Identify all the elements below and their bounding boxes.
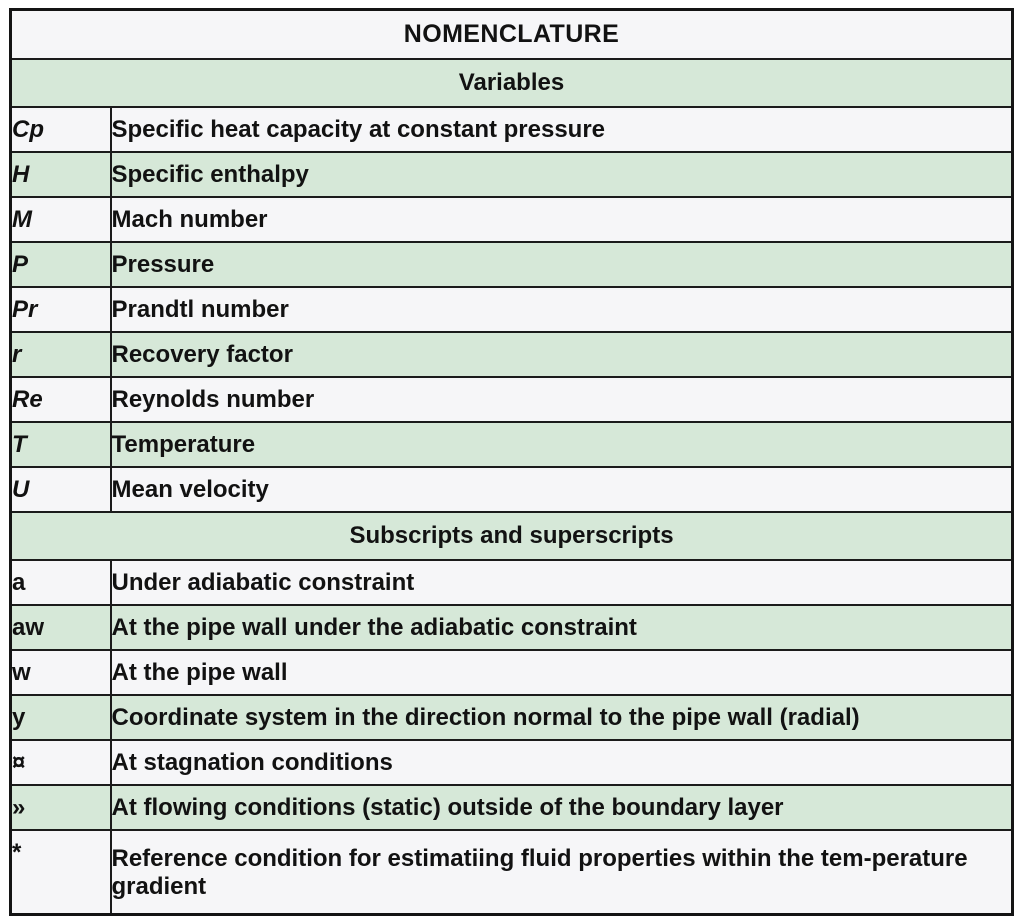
symbol-cell: T: [11, 422, 111, 467]
symbol-cell: P: [11, 242, 111, 287]
table-row: [11, 650, 1013, 695]
symbol-cell: Cp: [11, 107, 111, 152]
table-row: [11, 830, 1013, 915]
section-header-row: [11, 512, 1013, 560]
symbol-cell: *: [11, 830, 111, 915]
definition-cell: Prandtl number: [111, 287, 1013, 332]
symbol-cell: r: [11, 332, 111, 377]
definition-cell: Temperature: [111, 422, 1013, 467]
table-row: [11, 107, 1013, 152]
definition-cell: Mean velocity: [111, 467, 1013, 512]
definition-cell: Specific heat capacity at constant pressure: [111, 107, 1013, 152]
symbol-cell: Pr: [11, 287, 111, 332]
section-header-row: [11, 59, 1013, 107]
table-row: [11, 605, 1013, 650]
table-row: [11, 242, 1013, 287]
definition-cell: Reference condition for estimatiing fluid properties within the tem-perature gradient: [111, 830, 1013, 915]
definition-cell: At flowing conditions (static) outside of the boundary layer: [111, 785, 1013, 830]
symbol-cell: a: [11, 560, 111, 605]
symbol-cell: aw: [11, 605, 111, 650]
table-row: [11, 785, 1013, 830]
table-row: [11, 152, 1013, 197]
table-row: [11, 377, 1013, 422]
table-row: [11, 740, 1013, 785]
symbol-cell: w: [11, 650, 111, 695]
table-row: [11, 197, 1013, 242]
nomenclature-table: [9, 8, 1014, 916]
definition-cell: Mach number: [111, 197, 1013, 242]
table-row: [11, 560, 1013, 605]
definition-cell: At the pipe wall under the adiabatic constraint: [111, 605, 1013, 650]
table-row: [11, 467, 1013, 512]
definition-cell: At stagnation conditions: [111, 740, 1013, 785]
page-title: NOMENCLATURE: [11, 10, 1013, 60]
table-row: [11, 695, 1013, 740]
definition-cell: Pressure: [111, 242, 1013, 287]
symbol-cell: H: [11, 152, 111, 197]
table-row: [11, 332, 1013, 377]
definition-cell: Coordinate system in the direction normal to the pipe wall (radial): [111, 695, 1013, 740]
section-heading: Subscripts and superscripts: [11, 512, 1013, 560]
definition-cell: At the pipe wall: [111, 650, 1013, 695]
table-row: [11, 287, 1013, 332]
symbol-cell: Re: [11, 377, 111, 422]
definition-cell: Under adiabatic constraint: [111, 560, 1013, 605]
definition-cell: Reynolds number: [111, 377, 1013, 422]
table-row: [11, 422, 1013, 467]
section-heading: Variables: [11, 59, 1013, 107]
symbol-cell: ¤: [11, 740, 111, 785]
symbol-cell: y: [11, 695, 111, 740]
definition-cell: Specific enthalpy: [111, 152, 1013, 197]
symbol-cell: »: [11, 785, 111, 830]
table-title-row: [11, 10, 1013, 60]
symbol-cell: U: [11, 467, 111, 512]
definition-cell: Recovery factor: [111, 332, 1013, 377]
symbol-cell: M: [11, 197, 111, 242]
